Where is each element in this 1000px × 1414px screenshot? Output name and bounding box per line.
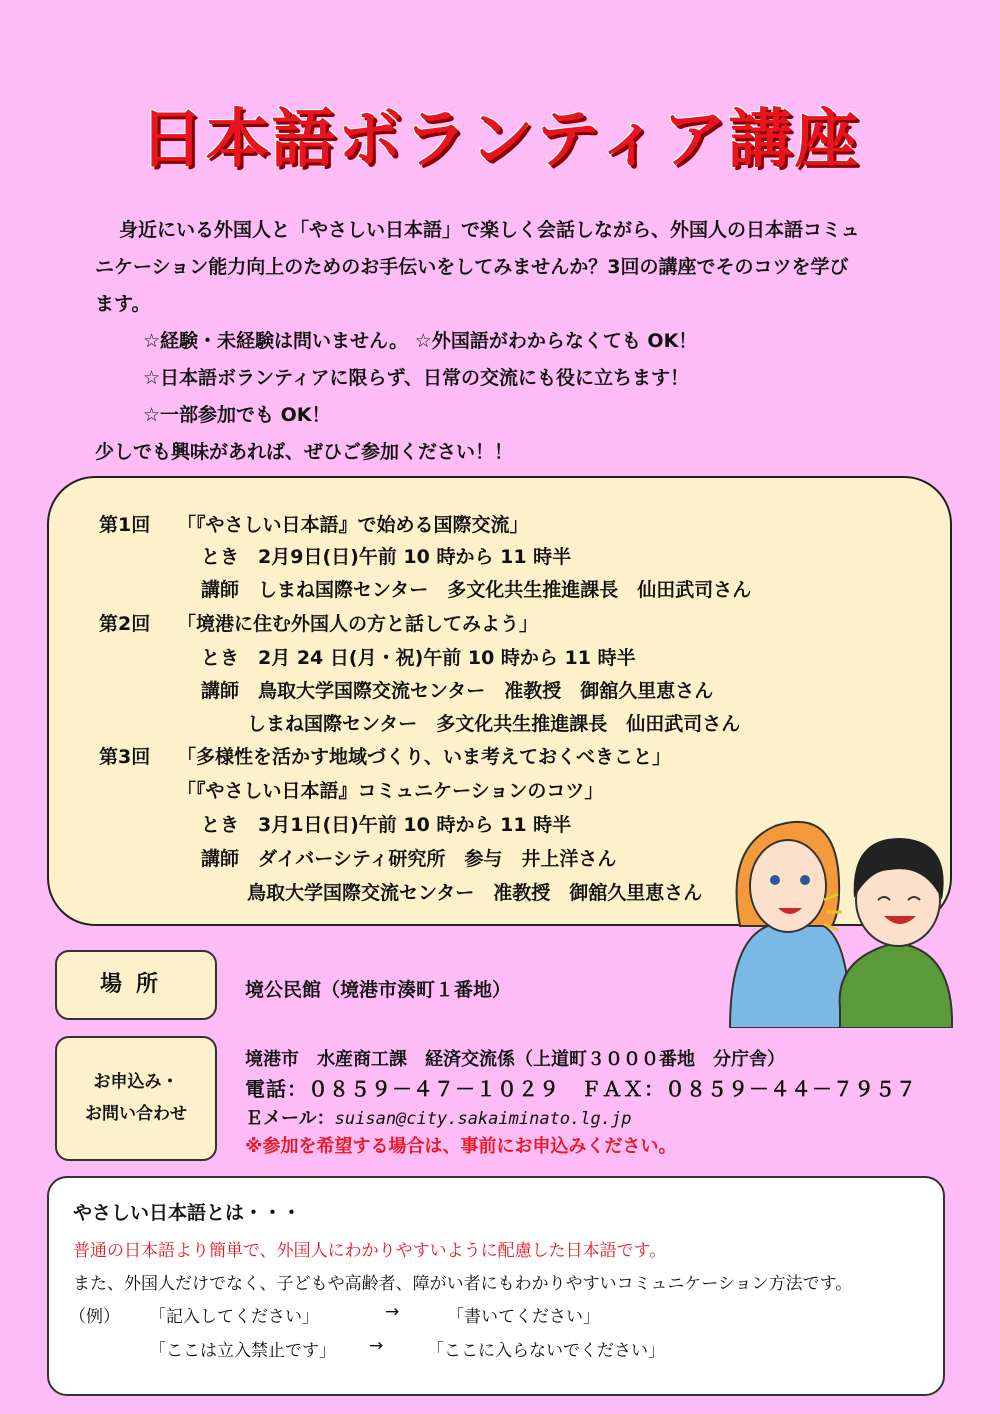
- intro-closing: 少しでも興味があれば、ぜひご参加ください！！: [95, 441, 514, 463]
- session-title: 「『やさしい日本語』コミュニケーションのコツ」: [177, 780, 604, 802]
- definition-heading: やさしい日本語とは・・・: [73, 1202, 302, 1224]
- session-title: 「多様性を活かす地域づくり、いま考えておくべきこと」: [177, 746, 672, 768]
- contact-label-line: お問い合わせ: [85, 1104, 187, 1124]
- contact-label: [55, 1036, 217, 1161]
- contact-note: ※参加を希望する場合は、事前にお申込みください。: [245, 1136, 677, 1157]
- session-lecturer: しまね国際センター 多文化共生推進課長 仙田武司さん: [247, 713, 741, 735]
- session-title: 「『やさしい日本語』で始める国際交流」: [177, 514, 529, 536]
- session-number: 第1回: [99, 514, 151, 536]
- page-title: 日本語ボランティア講座: [139, 103, 861, 177]
- email-label: Ｅメール：: [245, 1108, 335, 1129]
- people-talking-illustration: [720, 808, 960, 1028]
- intro-bullet: ☆一部参加でも OK！: [143, 404, 331, 426]
- example-before: 「記入してください」: [149, 1307, 319, 1327]
- session-title: 「境港に住む外国人の方と話してみよう」: [177, 613, 539, 635]
- intro-line: 身近にいる外国人と「やさしい日本語」で楽しく会話しながら、外国人の日本語コミュ: [119, 219, 860, 241]
- contact-label-line: お申込み・: [93, 1072, 179, 1092]
- intro-text: [95, 212, 935, 471]
- definition-line: また、外国人だけでなく、子どもや高齢者、障がい者にもわかりやすいコミュニケーション方法です。: [73, 1274, 853, 1294]
- intro-bullet: ☆経験・未経験は問いません。 ☆外国語がわからなくても OK！: [143, 330, 698, 352]
- contact-email-row: [245, 1104, 631, 1130]
- example-arrow: →: [369, 1336, 384, 1356]
- intro-line: ニケーション能力向上のためのお手伝いをしてみませんか？3回の講座でそのコツを学び: [95, 256, 849, 278]
- intro-line: ます。: [95, 293, 151, 315]
- definition-line: 普通の日本語より簡単で、外国人にわかりやすいように配慮した日本語です。: [73, 1241, 667, 1261]
- example-before: 「ここは立入禁止です」: [149, 1341, 336, 1361]
- example-label: （例）: [69, 1307, 120, 1327]
- venue-label: 場所: [55, 950, 217, 1020]
- email-link[interactable]: suisan@city.sakaiminato.lg.jp: [334, 1109, 632, 1129]
- session-when: とき 2月9日(日)午前 10 時から 11 時半: [201, 546, 572, 568]
- session-lecturer: 講師 鳥取大学国際交流センター 准教授 御舘久里恵さん: [201, 680, 714, 702]
- session-number: 第2回: [99, 613, 151, 635]
- contact-phone: 電話：０８５９－４７－１０２９ ＦＡＸ：０８５９－４４－７９５７: [245, 1077, 917, 1101]
- session-lecturer: 鳥取大学国際交流センター 准教授 御舘久里恵さん: [247, 882, 703, 904]
- example-after: 「書いてください」: [447, 1307, 600, 1327]
- session-when: とき 3月1日(日)午前 10 時から 11 時半: [201, 814, 572, 836]
- session-number: 第3回: [99, 746, 151, 768]
- venue-value: 境公民館（境港市湊町１番地）: [245, 979, 512, 1001]
- session-lecturer: 講師 ダイバーシティ研究所 参与 井上洋さん: [201, 848, 617, 870]
- example-after: 「ここに入らないでください」: [427, 1341, 665, 1361]
- example-arrow: →: [385, 1302, 400, 1322]
- session-when: とき 2月 24 日(月・祝)午前 10 時から 11 時半: [201, 647, 636, 669]
- definition-box: [47, 1176, 945, 1396]
- intro-bullet: ☆日本語ボランティアに限らず、日常の交流にも役に立ちます！: [143, 367, 689, 389]
- session-lecturer: 講師 しまね国際センター 多文化共生推進課長 仙田武司さん: [201, 579, 752, 601]
- contact-office: 境港市 水産商工課 経済交流係（上道町３０００番地 分庁舎）: [245, 1049, 785, 1070]
